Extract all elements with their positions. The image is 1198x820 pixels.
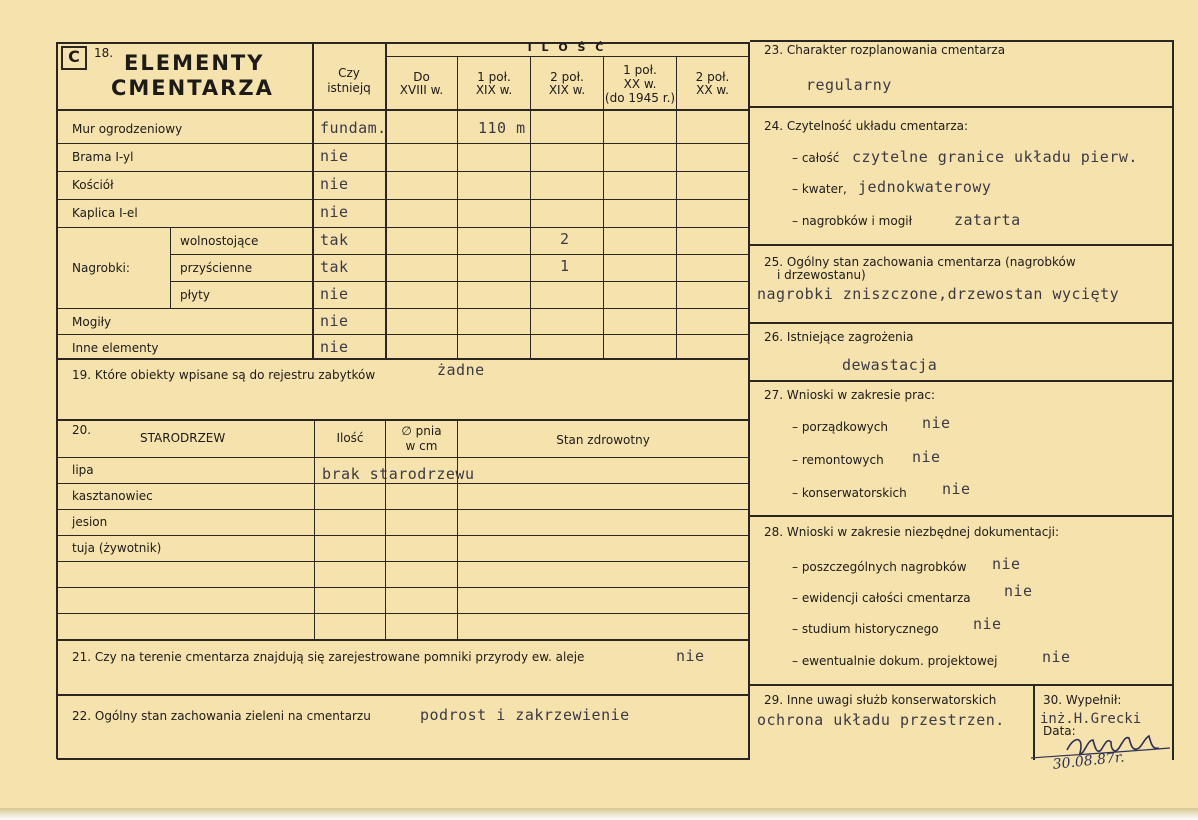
element-row-label: Mur ogrodzeniowy: [72, 122, 183, 136]
element-row-label: Brama I-yl: [72, 150, 134, 164]
tree-row-label: tuja (żywotnik): [72, 541, 162, 555]
q27-label: 27. Wnioski w zakresie prac:: [764, 388, 936, 402]
card-bottom-edge: [0, 808, 1198, 820]
q24-item-2-value: jednokwaterowy: [858, 178, 992, 196]
q24-item-1-value: czytelne granice układu pierw.: [852, 148, 1138, 166]
q25-label-1: 25. Ogólny stan zachowania cmentarza (nagrobków: [764, 255, 1076, 269]
q24-item-3-value: zatarta: [954, 211, 1021, 229]
q28-item-2-value: nie: [1004, 582, 1033, 600]
period-header-5-l2: XX w.: [696, 83, 729, 97]
q25-value: nagrobki zniszczone,drzewostan wycięty: [757, 285, 1120, 303]
q24-label: 24. Czytelność układu cmentarza:: [764, 119, 969, 133]
q30-value: inż.H.Grecki: [1040, 711, 1142, 727]
period-header-2-l1: 1 poł.: [477, 70, 511, 84]
element-row-label: wolnostojące: [180, 234, 259, 248]
q26-label: 26. Istniejące zagrożenia: [764, 330, 914, 344]
period-header-3-l1: 2 poł.: [550, 70, 584, 84]
element-row-label: przyścienne: [180, 261, 253, 275]
q20-title: STARODRZEW: [140, 431, 226, 445]
q20-number: 20.: [72, 423, 92, 437]
tree-row-label: lipa: [72, 463, 94, 477]
q27-item-2-value: nie: [912, 448, 941, 466]
quantity-header: I L O Ś Ć: [527, 41, 607, 54]
q28-item-3-value: nie: [973, 615, 1002, 633]
signature-date: 30.08.87r.: [1052, 749, 1126, 773]
q24-item-1-label: – całość: [792, 151, 840, 165]
q22-value: podrost i zakrzewienie: [420, 706, 630, 724]
period-header-4-l3: (do 1945 r.): [604, 91, 676, 105]
element-row-exists: nie: [320, 285, 349, 303]
element-row-qty-19c-2: 1: [560, 257, 570, 275]
element-row-exists: nie: [320, 203, 349, 221]
q20-col-health: Stan zdrowotny: [556, 433, 650, 447]
element-row-label: Mogiły: [72, 315, 112, 329]
section-title-line1: ELEMENTY: [124, 51, 265, 75]
q28-item-1-value: nie: [992, 555, 1021, 573]
element-row-label: Kaplica I-el: [72, 206, 138, 220]
q21-label: 21. Czy na terenie cmentarza znajdują się zarejestrowane pomniki przyrody ew. aleje: [72, 650, 585, 664]
q20-col-count: Ilość: [336, 431, 364, 445]
q24-item-2-label: – kwater,: [792, 182, 847, 196]
element-row-exists: tak: [320, 231, 349, 249]
q30-date-label: Data:: [1043, 724, 1076, 738]
tree-row-label: jesion: [72, 515, 108, 529]
element-row-exists: tak: [320, 258, 349, 276]
period-header-4-l1: 1 poł.: [623, 63, 657, 77]
q19-label: 19. Które obiekty wpisane są do rejestru zabytków: [72, 368, 376, 382]
element-row-exists: nie: [320, 175, 349, 193]
column-header-exists: Czy istniejq: [327, 66, 371, 95]
q25-label-2: i drzewostanu): [777, 268, 866, 282]
section-title-line2: CMENTARZA: [111, 76, 274, 100]
q27-item-2-label: – remontowych: [792, 453, 884, 467]
q28-item-4-value: nie: [1042, 648, 1071, 666]
element-row-qty-19c-2: 2: [560, 230, 570, 248]
q28-label: 28. Wnioski w zakresie niezbędnej dokumentacji:: [764, 525, 1060, 539]
q23-label: 23. Charakter rozplanowania cmentarza: [764, 43, 1006, 57]
q27-item-3-label: – konserwatorskich: [792, 486, 907, 500]
q28-item-1-label: – poszczególnych nagrobków: [792, 560, 967, 574]
q29-value: ochrona układu przestrzen.: [757, 711, 1005, 729]
period-header-1-l1: Do: [413, 70, 430, 84]
q24-item-3-label: – nagrobków i mogił: [792, 214, 913, 228]
element-row-label: Kościół: [72, 178, 114, 192]
section-number: 18.: [94, 46, 114, 60]
element-row-qty-19c-1: 110 m: [478, 119, 526, 137]
element-row-exists: nie: [320, 312, 349, 330]
q22-label: 22. Ogólny stan zachowania zieleni na cmentarzu: [72, 709, 371, 723]
tree-row-label: kasztanowiec: [72, 489, 153, 503]
element-row-exists: nie: [320, 147, 349, 165]
q27-item-1-label: – porządkowych: [792, 420, 888, 434]
q20-col-diameter-1: ∅ pnia: [401, 424, 442, 438]
q23-value: regularny: [806, 76, 892, 94]
element-row-label: płyty: [180, 288, 210, 302]
q20-col-diameter-2: w cm: [405, 439, 438, 453]
q28-item-3-label: – studium historycznego: [792, 622, 939, 636]
q26-value: dewastacja: [842, 356, 938, 374]
period-header-2-l2: XIX w.: [475, 83, 513, 97]
q29-label: 29. Inne uwagi służb konserwatorskich: [764, 693, 997, 707]
q19-value: żadne: [437, 361, 485, 379]
nagrobki-label: Nagrobki:: [72, 261, 130, 275]
period-header-5-l1: 2 poł.: [695, 70, 730, 84]
element-row-label: Inne elementy: [72, 341, 159, 355]
q28-item-2-label: – ewidencji całości cmentarza: [792, 591, 971, 605]
element-row-exists: nie: [320, 338, 349, 356]
period-header-4-l2: XX w.: [623, 77, 657, 91]
element-row-exists: fundam.: [320, 119, 387, 137]
q20-value: brak starodrzewu: [322, 465, 475, 483]
q27-item-3-value: nie: [942, 480, 971, 498]
q27-item-1-value: nie: [922, 414, 951, 432]
section-letter: C: [68, 47, 80, 66]
period-header-3-l2: XIX w.: [548, 83, 586, 97]
q21-value: nie: [676, 647, 705, 665]
q30-label: 30. Wypełnił:: [1043, 693, 1122, 707]
q28-item-4-label: – ewentualnie dokum. projektowej: [792, 654, 998, 668]
period-header-1-l2: XVIII w.: [399, 83, 444, 97]
